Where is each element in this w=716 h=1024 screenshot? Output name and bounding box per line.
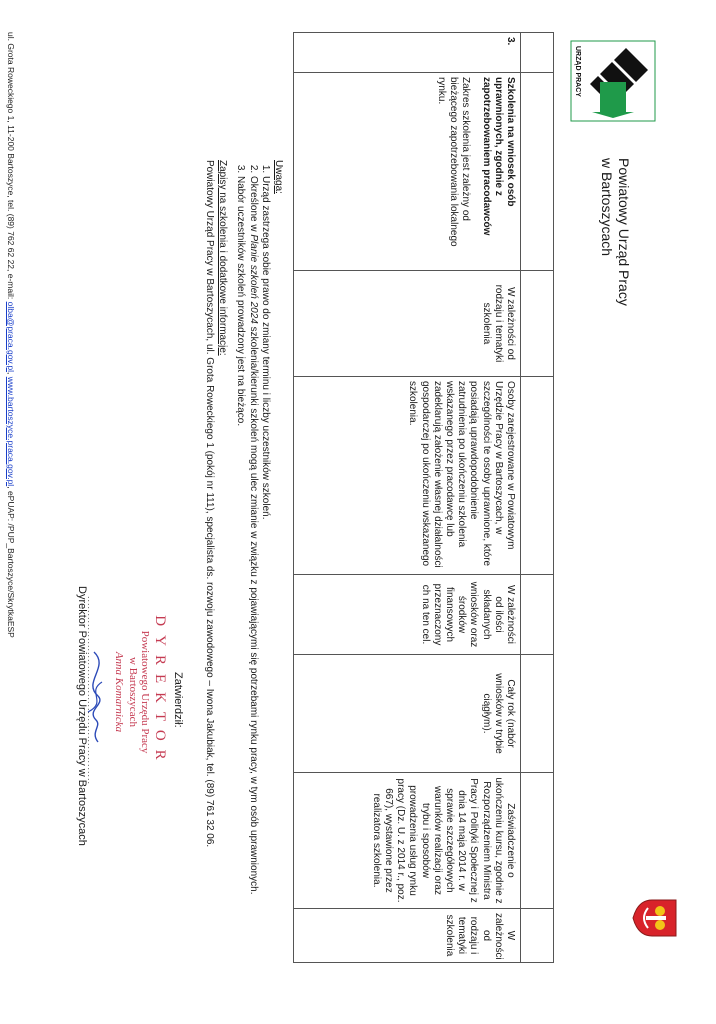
note-item-text: Określone w xyxy=(248,176,259,232)
notes-label: Uwaga: xyxy=(273,160,284,194)
signature-line: ...................................................... xyxy=(86,596,96,786)
table-row xyxy=(294,33,521,963)
note-item xyxy=(247,176,260,1020)
cell-empty xyxy=(521,377,554,575)
footer-email-link[interactable]: olba@praca.gov.pl xyxy=(6,301,16,373)
timing-cell: Cały rok (nabór wniosków w trybie ciągłym). xyxy=(294,655,521,773)
footer-epuap: ePUAP: /PUP_Bartoszyce/SkrytkaESP xyxy=(6,490,16,638)
note-item: 1. Urząd zastrzega sobie prawo do zmiany terminu i liczby uczestników szkoleń. xyxy=(259,176,272,1020)
training-name-cell xyxy=(294,73,521,271)
footer-address: ul. Grota Roweckiego 1, 11-200 Bartoszyce, tel. (89) 762 62 22, e-mail: xyxy=(6,32,16,300)
cell-empty xyxy=(521,655,554,773)
cell-empty xyxy=(521,575,554,655)
notes-section xyxy=(203,160,284,1020)
urzad-pracy-logo xyxy=(570,40,656,122)
participants-cell: W zależności od rodzaju i tematyki szkolenia xyxy=(294,271,521,377)
stamp-title: DYREKTOR xyxy=(152,615,168,769)
svg-text:URZĄD PRACY: URZĄD PRACY xyxy=(574,46,581,97)
org-name-line2: w Bartoszycach xyxy=(599,158,615,257)
org-name-line1: Powiatowy Urząd Pracy xyxy=(616,158,632,306)
notes-list xyxy=(234,160,272,1020)
cell-empty xyxy=(521,33,554,73)
target-group-cell: Osoby zarejestrowane w Powiatowym Urzędzie Pracy w Bartoszycach, w szczególności te osoby uprawnione, które posiadają uprawdopodobnienie zatrudnienia po ukończeniu szkolenia wskazanego przez pracodawcę lub zadeklarują założenie własnej działalności gospodarczej po ukończeniu wskazanego szkolenia. xyxy=(294,377,521,575)
enrolment-text: Powiatowy Urząd Pracy w Bartoszycach, ul. Grota Roweckiego 1 (pokój nr 111), specjalista ds. rozwoju zawodowego – Iwona Jakubiak, tel. (89) 761 32 06. xyxy=(204,160,216,848)
cell-empty xyxy=(521,271,554,377)
footer: ul. Grota Roweckiego 1, 11-200 Bartoszyce, tel. (89) 762 62 22, e-mail: olba@praca.gov.pl, www.bartoszyce.praca.gov.pl, ePUAP: /PUP_Bartoszyce/SkrytkaESP xyxy=(6,32,16,638)
note-item: 3. Nabór uczestników szkoleń prowadzony jest na bieżąco. xyxy=(234,176,247,1020)
stamp-name: Anna Komarnicka xyxy=(113,651,125,733)
cell-empty xyxy=(521,909,554,963)
plan-title: Planie szkoleń 2024 xyxy=(248,234,259,324)
cell-empty xyxy=(521,773,554,909)
number-of-people-cell: W zależności od ilości składanych wniosków oraz środków finansowych przeznaczony ch na ten cel. xyxy=(294,575,521,655)
cell-empty xyxy=(521,73,554,271)
stamp-line1: Powiatowego Urzędu Pracy xyxy=(139,630,151,754)
approved-label: Zatwierdził: xyxy=(172,672,184,728)
director-stamp xyxy=(113,612,168,772)
last-column-cell: W zależności od rodzaju i tematyki szkolenia xyxy=(294,909,521,963)
table-row-top xyxy=(521,33,554,963)
director-title: Dyrektor Powiatowego Urzędu Pracy w Bartoszycach xyxy=(76,586,88,846)
stamp-line2: w Bartoszycach xyxy=(127,657,139,727)
training-title: Szkolenia na wniosek osób uprawnionych, zgodnie z zapotrzebowaniem pracodawców xyxy=(480,77,516,236)
training-description: Zakres szkolenia jest zależny od bieżącego zapotrzebowania lokalnego rynku. xyxy=(435,77,472,247)
row-number: 3. xyxy=(294,33,521,73)
organization-name xyxy=(598,158,632,306)
note-item-rest: szkolenia/kierunki szkoleń mogą ulec zmianie w związku z pojawiającymi się potrzebami rynku pracy, w tym osób uprawnionych. xyxy=(248,326,259,895)
enrolment-label: Zapisy na szkolenia i dodatkowe informacje: xyxy=(217,160,228,356)
enrolment-info xyxy=(203,160,228,1020)
county-crest-icon xyxy=(632,898,678,938)
certificate-cell: Zaświadczenie o ukończeniu kursu, zgodnie z Rozporządzeniem Ministra Pracy i Polityki Społecznej z dnia 14 maja 2014 r. w sprawie szczegółowych warunków realizacji oraz trybu i sposobów prowadzenia usług rynku pracy (Dz. U. z 2014 r., poz. 667), wystawione przez realizatora szkolenia. xyxy=(294,773,521,909)
footer-website-link[interactable]: www.bartoszyce.praca.gov.pl xyxy=(6,376,16,487)
training-table xyxy=(293,32,554,963)
